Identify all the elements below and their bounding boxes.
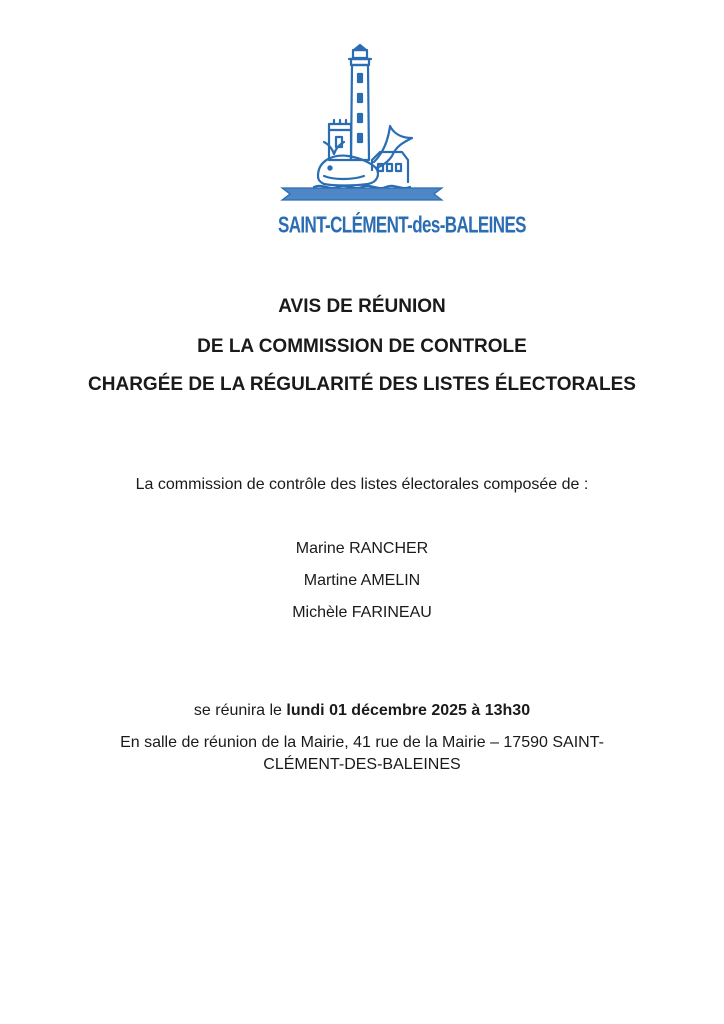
meeting-date: lundi 01 décembre 2025 à 13h30 (286, 702, 531, 719)
title-line-3: CHARGÉE DE LA RÉGULARITÉ DES LISTES ÉLECTORALES (88, 374, 636, 395)
member-name: Michèle FARINEAU (292, 604, 432, 621)
member-name: Marine RANCHER (295, 540, 429, 557)
meeting-line (0, 702, 724, 720)
location-line-2: CLÉMENT-DES-BALEINES (263, 756, 461, 773)
logo-commune-name: SAINT-CLÉMENT-des-BALEINES (278, 212, 526, 238)
title-line-2: DE LA COMMISSION DE CONTROLE (197, 336, 527, 357)
member-name: Martine AMELIN (303, 572, 421, 589)
lighthouse-whale-emblem (278, 42, 446, 207)
meeting-prefix: se réunira le (193, 702, 287, 719)
title-line-1: AVIS DE RÉUNION (278, 296, 446, 317)
commune-logo (278, 42, 526, 242)
intro-text: La commission de contrôle des listes électorales composée de : (135, 476, 589, 493)
location-line-1: En salle de réunion de la Mairie, 41 rue de la Mairie – 17590 SAINT- (120, 734, 604, 751)
